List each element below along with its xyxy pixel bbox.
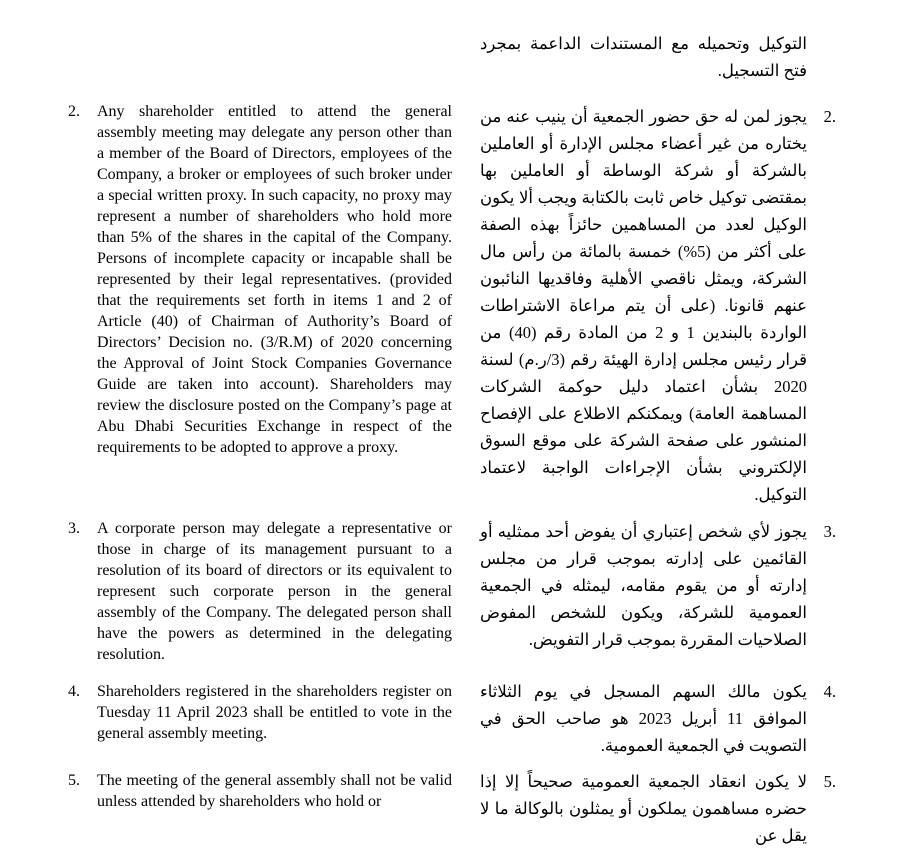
english-item-5 — [68, 770, 452, 812]
arabic-item-4 — [480, 678, 836, 759]
english-item-text: Any shareholder entitled to attend the general assembly meeting may delegate any person other than a member of the Board of Directors, employees of the Company, a broker or employees of such broker under a special written proxy. In such capacity, no proxy may represent a number of shareholders who hold more than 5% of the shares in the capital of the Company. Persons of incomplete capacity or incapable shall be represented by their legal representatives. (provided that the requirements set forth in items 1 and 2 of Article (40) of Chairman of Authority’s Board of Directors’ Decision no. (3/R.M) of 2020 concerning the Approval of Joint Stock Companies Governance Guide are taken into account). Shareholders may review the disclosure posted on the Company’s page at Abu Dhabi Securities Exchange in respect of the requirements to be adopted to approve a proxy. — [97, 103, 452, 456]
arabic-item-number: .5 — [823, 772, 836, 791]
arabic-item-text: يجوز لمن له حق حضور الجمعية أن ينيب عنه من يختاره من غير أعضاء مجلس الإدارة أو العاملين بالشركة أو شركة الوساطة أو العاملين بها بمقتضى توكيل خاص ثابت بالكتابة ويجب ألا يكون الوكيل لعدد من المساهمين حائزاً بهذه الصفة على أكثر من (5%) خمسة بالمائة من رأس مال الشركة، ويمثل ناقصي الأهلية وفاقديها النائبون عنهم قانونا. (على أن يتم مراعاة الاشتراطات الواردة بالبندين 1 و 2 من المادة رقم (40) من قرار رئيس مجلس إدارة الهيئة رقم (3/ر.م) لسنة 2020 بشأن اعتماد دليل حوكمة الشركات المساهمة العامة) ويمكنكم الاطلاع على الإفصاح المنشور على صفحة الشركة على موقع السوق الإلكتروني بشأن الإجراءات الواجبة لاعتماد التوكيل. — [480, 107, 807, 504]
arabic-item-text: يكون مالك السهم المسجل في يوم الثلاثاء الموافق 11 أبريل 2023 هو صاحب الحق في التصويت في الجمعية العمومية. — [480, 682, 807, 755]
english-item-3 — [68, 518, 452, 665]
english-item-4 — [68, 681, 452, 744]
english-item-number: 3. — [68, 520, 80, 537]
arabic-item-number: .2 — [823, 107, 836, 126]
arabic-item-number: .3 — [823, 522, 836, 541]
arabic-continuation — [480, 30, 836, 84]
arabic-item-5 — [480, 768, 836, 849]
english-item-number: 5. — [68, 772, 80, 789]
arabic-item-text: يجوز لأي شخص إعتباري أن يفوض أحد ممثليه أو القائمين على إدارته بموجب قرار من مجلس إدارته أو من يقوم مقامه، ليمثله في الجمعية العمومية للشركة، ويكون للشخص المفوض الصلاحيات المقررة بموجب قرار التفويض. — [480, 522, 807, 649]
english-item-text: A corporate person may delegate a representative or those in charge of its management pursuant to a resolution of its board of directors or its equivalent to represent such corporate person in the general assembly of the Company. The delegated person shall have the powers as determined in the delegating resolution. — [97, 520, 452, 663]
english-item-text: Shareholders registered in the shareholders register on Tuesday 11 April 2023 shall be entitled to vote in the general assembly meeting. — [97, 683, 452, 742]
english-item-2 — [68, 101, 452, 458]
arabic-continuation-text: التوكيل وتحميله مع المستندات الداعمة بمجرد فتح التسجيل. — [480, 34, 807, 80]
english-item-text: The meeting of the general assembly shall not be valid unless attended by shareholders who hold or — [97, 772, 452, 810]
arabic-item-text: لا يكون انعقاد الجمعية العمومية صحيحاً إلا إذا حضره مساهمون يملكون أو يمثلون بالوكالة ما لا يقل عن — [480, 772, 807, 845]
english-item-number: 2. — [68, 103, 80, 120]
arabic-item-2 — [480, 103, 836, 508]
english-item-number: 4. — [68, 683, 80, 700]
arabic-item-number: .4 — [823, 682, 836, 701]
arabic-item-3 — [480, 518, 836, 653]
